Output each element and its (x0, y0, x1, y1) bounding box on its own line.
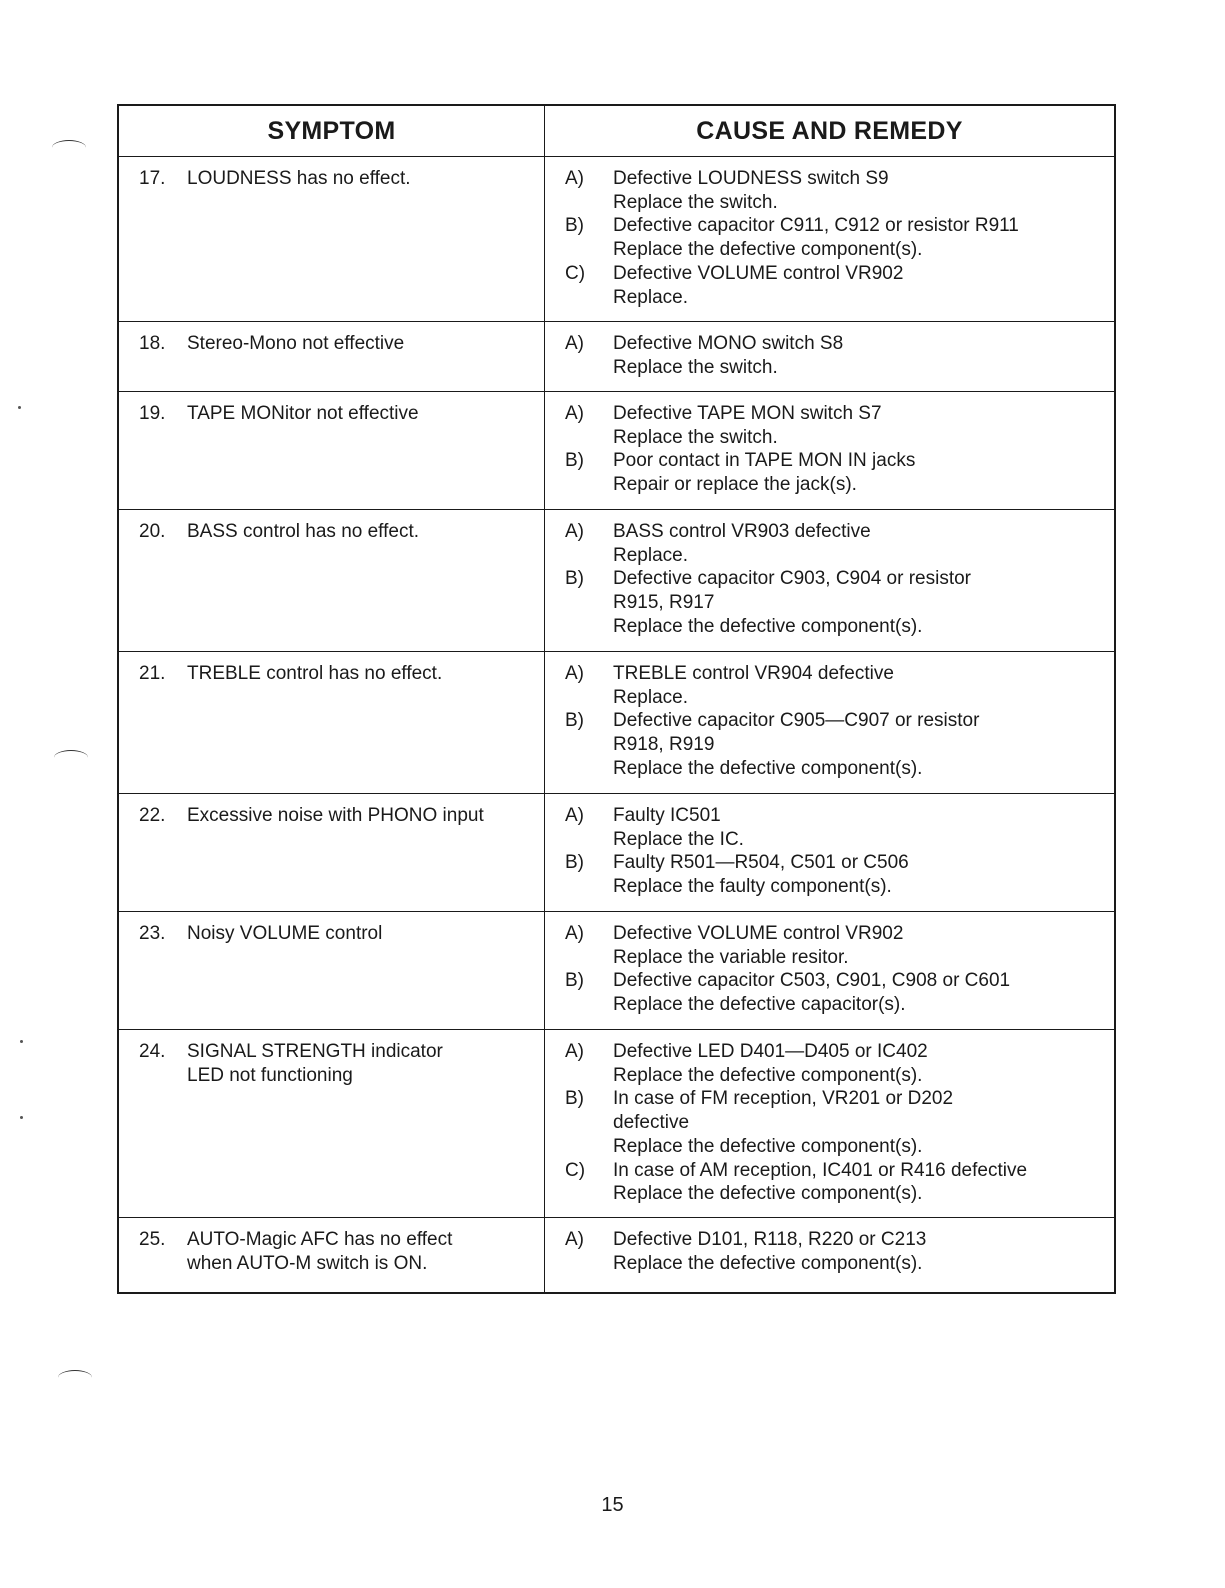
symptom-text: SIGNAL STRENGTH indicator LED not functioning (187, 1041, 443, 1086)
remedy-letter: C) (565, 1159, 586, 1181)
cause-remedy-cell (545, 652, 1114, 793)
row-number: 20. (139, 521, 166, 542)
remedy-entry (565, 804, 1114, 851)
cause-remedy-cell (545, 1030, 1114, 1217)
cause-remedy-cell (545, 157, 1114, 321)
remedy-entry (565, 969, 1114, 1016)
remedy-letter: A) (565, 1229, 584, 1250)
cause-remedy-cell (545, 392, 1114, 509)
cause-remedy-cell (545, 510, 1114, 651)
table-row (119, 794, 1114, 912)
row-number: 22. (139, 805, 166, 826)
row-number: 24. (139, 1041, 166, 1062)
row-number: 23. (139, 923, 166, 944)
row-number: 17. (139, 168, 166, 189)
remedy-text: Defective LOUDNESS switch S9 Replace the switch. (613, 168, 889, 213)
remedy-text: Defective capacitor C905—C907 or resistor R918, R919 Replace the defective component(s). (613, 710, 980, 779)
cause-remedy-header: CAUSE AND REMEDY (696, 116, 963, 145)
symptom-text: BASS control has no effect. (187, 521, 420, 542)
cause-remedy-cell (545, 1218, 1114, 1292)
remedy-entry (565, 662, 1114, 709)
remedy-entry (565, 167, 1114, 214)
remedy-text: Defective D101, R118, R220 or C213 Replace the defective component(s). (613, 1229, 927, 1274)
row-number: 18. (139, 333, 166, 354)
remedy-letter: A) (565, 1041, 584, 1062)
remedy-letter: A) (565, 521, 584, 542)
symptom-text: Stereo-Mono not effective (187, 333, 405, 354)
remedy-letter: A) (565, 923, 584, 944)
row-number: 21. (139, 663, 166, 684)
symptom-text: Excessive noise with PHONO input (187, 805, 484, 826)
remedy-text: Defective VOLUME control VR902 Replace. (613, 262, 904, 308)
symptom-cell (119, 392, 545, 509)
scan-speck (20, 1116, 23, 1119)
remedy-text: In case of FM reception, VR201 or D202 defective Replace the defective component(s). (613, 1088, 954, 1157)
remedy-letter: C) (565, 262, 586, 284)
cause-remedy-cell (545, 912, 1114, 1029)
table-body (119, 157, 1114, 1292)
symptom-text: LOUDNESS has no effect. (187, 168, 411, 189)
remedy-letter: A) (565, 333, 584, 354)
remedy-text: Faulty IC501 Replace the IC. (613, 805, 744, 850)
remedy-entry (565, 1159, 1114, 1206)
table-row (119, 322, 1114, 392)
scan-mark (52, 140, 86, 155)
symptom-cell (119, 322, 545, 391)
remedy-letter: A) (565, 403, 584, 424)
remedy-entry (565, 709, 1114, 780)
remedy-entry (565, 520, 1114, 567)
symptom-cell (119, 510, 545, 651)
remedy-letter: A) (565, 663, 584, 684)
remedy-text: Poor contact in TAPE MON IN jacks Repair or replace the jack(s). (613, 450, 916, 496)
symptom-header: SYMPTOM (119, 106, 545, 156)
remedy-text: Defective MONO switch S8 Replace the switch. (613, 333, 844, 378)
scan-mark (54, 750, 88, 765)
remedy-entry (565, 1228, 1114, 1275)
symptom-text: AUTO-Magic AFC has no effect when AUTO-M switch is ON. (187, 1229, 453, 1274)
table-row (119, 912, 1114, 1030)
troubleshooting-table (117, 104, 1116, 1294)
symptom-cell (119, 1218, 545, 1292)
remedy-text: In case of AM reception, IC401 or R416 defective Replace the defective component(s). (613, 1159, 1028, 1205)
symptom-text: TAPE MONitor not effective (187, 403, 419, 424)
remedy-text: Defective LED D401—D405 or IC402 Replace the defective component(s). (613, 1041, 928, 1086)
remedy-entry (565, 1087, 1114, 1158)
remedy-letter: B) (565, 710, 584, 732)
row-number: 25. (139, 1229, 166, 1250)
remedy-letter: B) (565, 1088, 584, 1110)
remedy-entry (565, 567, 1114, 638)
remedy-letter: A) (565, 168, 584, 189)
remedy-letter: B) (565, 852, 584, 874)
remedy-text: Defective capacitor C911, C912 or resistor R911 Replace the defective component(s). (613, 215, 1019, 261)
scan-speck (18, 406, 21, 409)
remedy-letter: B) (565, 970, 584, 992)
symptom-cell (119, 912, 545, 1029)
remedy-entry (565, 922, 1114, 969)
page-number: 15 (601, 1494, 624, 1516)
table-row (119, 510, 1114, 652)
remedy-entry (565, 402, 1114, 449)
symptom-cell (119, 157, 545, 321)
remedy-entry (565, 332, 1114, 379)
remedy-text: Defective capacitor C903, C904 or resistor R915, R917 Replace the defective component(s). (613, 568, 971, 637)
scan-speck (20, 1040, 23, 1043)
symptom-cell (119, 652, 545, 793)
remedy-text: Defective VOLUME control VR902 Replace the variable resitor. (613, 923, 904, 968)
remedy-letter: B) (565, 215, 584, 237)
symptom-cell (119, 1030, 545, 1217)
row-number: 19. (139, 403, 166, 424)
remedy-letter: B) (565, 450, 584, 472)
remedy-entry (565, 851, 1114, 898)
table-row (119, 157, 1114, 322)
remedy-letter: B) (565, 568, 584, 590)
table-row (119, 652, 1114, 794)
table-header (119, 106, 1114, 157)
symptom-cell (119, 794, 545, 911)
remedy-entry (565, 1040, 1114, 1087)
remedy-text: Defective TAPE MON switch S7 Replace the switch. (613, 403, 882, 448)
remedy-entry (565, 262, 1114, 309)
table-row (119, 392, 1114, 510)
symptom-text: Noisy VOLUME control (187, 923, 383, 944)
remedy-text: Faulty R501—R504, C501 or C506 Replace the faulty component(s). (613, 852, 909, 898)
cause-remedy-cell (545, 794, 1114, 911)
scan-mark (58, 1370, 92, 1385)
remedy-text: TREBLE control VR904 defective Replace. (613, 663, 894, 708)
remedy-entry (565, 214, 1114, 261)
table-row (119, 1218, 1114, 1292)
symptom-text: TREBLE control has no effect. (187, 663, 443, 684)
remedy-entry (565, 449, 1114, 496)
remedy-text: Defective capacitor C503, C901, C908 or C601 Replace the defective capacitor(s). (613, 970, 1011, 1016)
remedy-text: BASS control VR903 defective Replace. (613, 521, 871, 566)
cause-remedy-cell (545, 322, 1114, 391)
table-row (119, 1030, 1114, 1218)
remedy-letter: A) (565, 805, 584, 826)
